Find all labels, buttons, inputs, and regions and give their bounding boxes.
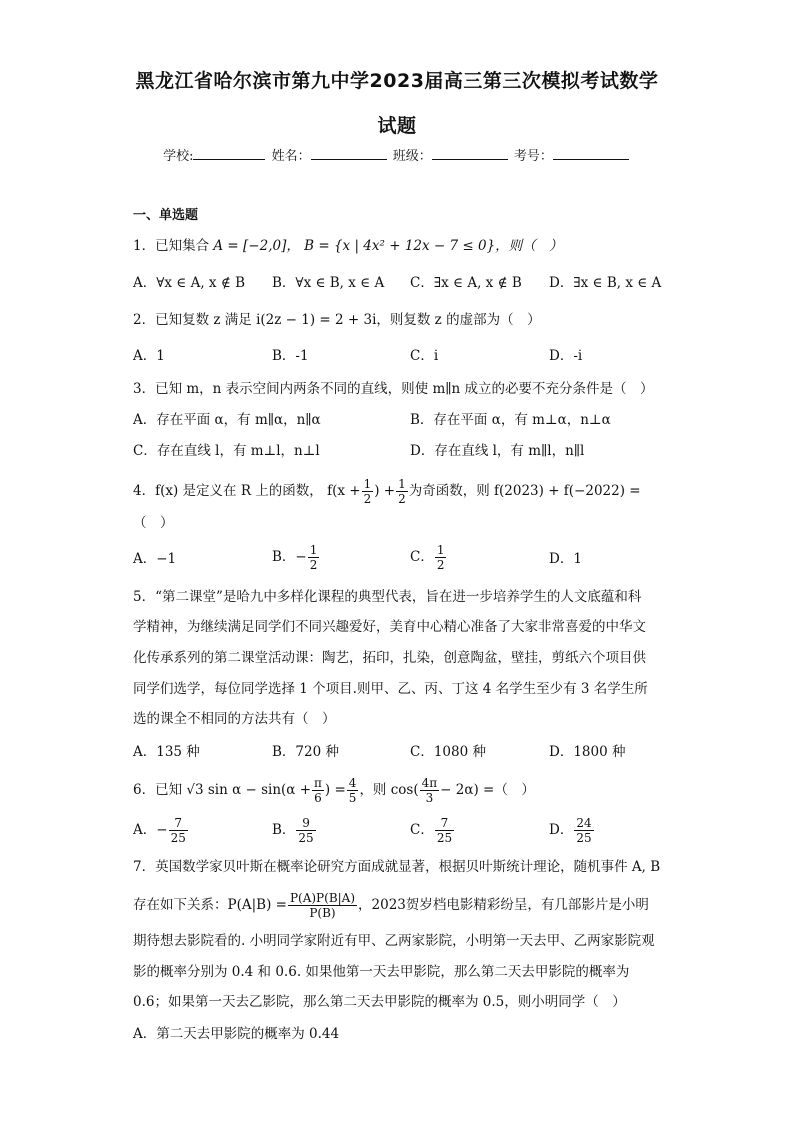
q6-option-b: B． $\frac{9}{25}$ — [272, 816, 314, 845]
question-3-stem: 3．已知 m，n 表示空间内两条不同的直线，则使 m∥n 成立的必要不充分条件是（ ） — [133, 381, 654, 397]
question-7-line2 — [133, 891, 663, 920]
question-5-line1: 5．“第二课堂”是哈九中多样化课程的典型代表，旨在进一步培养学生的人文底蕴和科 — [133, 589, 642, 605]
student-info-row — [0, 145, 794, 164]
q3-option-d: D．存在直线 l，有 m∥l，n∥l — [410, 443, 585, 459]
q1-option-c: C．∃x ∈ A, x ∉ B — [410, 275, 522, 291]
question-4-paren: （ ） — [133, 515, 174, 531]
q6-text-b: ) = — [324, 782, 346, 798]
q3-option-c: C．存在直线 l，有 m⊥l，n⊥l — [133, 443, 320, 459]
q6-option-d: D． $\frac{24}{25}$ — [549, 816, 592, 845]
q1-option-a: A．∀x ∈ A, x ∉ B — [133, 275, 246, 291]
page-title-line1: 黑龙江省哈尔滨市第九中学2023届高三第三次模拟考试数学 — [135, 70, 659, 92]
examno-blank — [553, 147, 629, 160]
question-1-stem — [133, 236, 663, 256]
q5-option-b: B．720 种 — [272, 744, 339, 760]
q4-text-d: 为奇函数，则 f(2023) + f(−2022) = — [408, 483, 641, 499]
q6-option-c: C． $\frac{7}{25}$ — [410, 816, 453, 845]
q7-bayes-frac: $\frac{P(A)P(B|A)}{P(B)}$ — [289, 891, 356, 920]
q4-text-a: 4．f(x) 是定义在 R 上的函数， — [133, 483, 323, 499]
q2-option-c: C．i — [410, 348, 439, 364]
q6-text-c: ，则 cos( — [359, 782, 419, 798]
class-blank — [432, 147, 508, 160]
q4-option-c: C． $\frac{1}{2}$ — [410, 543, 445, 572]
q1-text: 1．已知集合 — [133, 238, 210, 254]
q3-option-b: B．存在平面 α，有 m⊥α，n⊥α — [410, 412, 611, 428]
q4-option-d: D．1 — [549, 551, 582, 567]
question-5-line3: 化传承系列的第二课堂活动课：陶艺，拓印，扎染，创意陶盆，壁挂，剪纸六个项目供 — [133, 650, 646, 666]
q4-frac-half-2: $\frac{1}{2}$ — [398, 477, 406, 506]
question-7-line5: 0.6；如果第一天去乙影院，那么第二天去甲影院的概率为 0.5，则小明同学（ ） — [133, 994, 626, 1010]
q1-set-a: A = [−2,0]， — [213, 238, 300, 254]
school-label: 学校: — [163, 149, 194, 164]
q4-option-b: B．− $\frac{1}{2}$ — [272, 543, 318, 572]
question-5-line4: 同学们选学，每位同学选择 1 个项目.则甲、乙、丙、丁这 4 名学生至少有 3 名学生所 — [133, 681, 648, 697]
q6-option-a: A．− $\frac{7}{25}$ — [133, 816, 186, 845]
q6-text-d: − 2α) =（ ） — [440, 782, 535, 798]
q1-set-b: B = {x | 4x² + 12x − 7 ≤ 0}，则（ ） — [304, 238, 563, 254]
q1-option-b: B．∀x ∈ B, x ∈ A — [272, 275, 385, 291]
q4-option-a: A．−1 — [133, 551, 177, 567]
question-5-line2: 学精神，为继续满足同学们不同兴趣爱好，美育中心精心准备了大家非常喜爱的中华文 — [133, 619, 646, 635]
q2-option-a: A．1 — [133, 348, 165, 364]
q5-option-a: A．135 种 — [133, 744, 200, 760]
q4-text-c: ) + — [374, 483, 396, 499]
q6-frac-4pi-3: $\frac{4\pi}{3}$ — [421, 776, 438, 805]
class-label: 班级： — [392, 149, 432, 164]
q6-text-a: 6．已知 √3 sin α − sin(α + — [133, 782, 312, 798]
q6-frac-4-5: $\frac{4}{5}$ — [348, 776, 357, 805]
q4-frac-half: $\frac{1}{2}$ — [363, 477, 372, 506]
q6-frac-pi-6: $\frac{\pi}{6}$ — [314, 776, 322, 805]
q5-option-d: D．1800 种 — [549, 744, 626, 760]
question-4-stem — [133, 477, 663, 506]
q5-option-c: C．1080 种 — [410, 744, 486, 760]
q4-text-b: f(x + — [327, 483, 361, 499]
q7-text-b: ，2023贺岁档电影精彩纷呈，有几部影片是小明 — [358, 897, 649, 913]
section-heading: 一、单选题 — [133, 208, 199, 223]
name-label: 姓名： — [271, 149, 311, 164]
examno-label: 考号： — [513, 149, 553, 164]
school-blank — [193, 147, 265, 160]
question-6-stem — [133, 776, 663, 805]
question-5-line5: 选的课全不相同的方法共有（ ） — [133, 711, 336, 727]
question-7-line3: 期待想去影院看的. 小明同学家附近有甲、乙两家影院，小明第一天去甲、乙两家影院观 — [133, 933, 655, 949]
name-blank — [311, 147, 387, 160]
q7-bayes-lhs: 存在如下关系：P(A|B) = — [133, 897, 287, 913]
question-7-line4: 影的概率分别为 0.4 和 0.6. 如果他第一天去甲影院，那么第二天去甲影院的概率为 — [133, 964, 630, 980]
q3-option-a: A．存在平面 α，有 m∥α，n∥α — [133, 412, 321, 428]
question-7-line1: 7．英国数学家贝叶斯在概率论研究方面成就显著，根据贝叶斯统计理论，随机事件 A, B — [133, 859, 661, 875]
q2-option-d: D．-i — [549, 348, 583, 364]
question-2-stem: 2．已知复数 z 满足 i(2z − 1) = 2 + 3i，则复数 z 的虚部为（ ） — [133, 312, 541, 328]
q2-option-b: B．-1 — [272, 348, 309, 364]
q1-option-d: D．∃x ∈ B, x ∈ A — [549, 275, 662, 291]
q7-option-a: A．第二天去甲影院的概率为 0.44 — [133, 1026, 340, 1042]
page-title-line2: 试题 — [377, 115, 417, 137]
